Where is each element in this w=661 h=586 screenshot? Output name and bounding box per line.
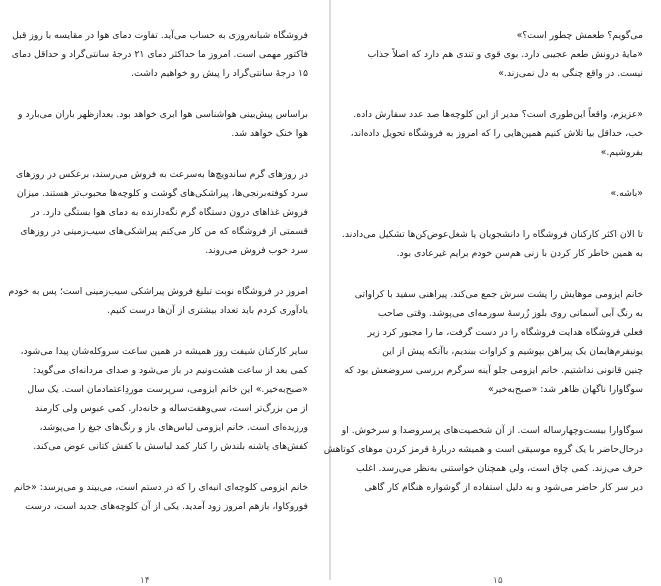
text-line: فروش غذاهای درون دستگاه گرم نگه‌دارنده به دمای هوا بستگی دارد. در [31,207,308,218]
text-line: ورزیده‌ای است. خانم ایزومی لباس‌های باز و رنگ‌های جیغ را می‌پوشد، [39,422,308,433]
paragraph [11,26,308,83]
right-page [323,0,661,586]
text-line: سایر کارکنان شیفت روز همیشه در همین ساعت سروکله‌شان پیدا می‌شود، [20,346,308,357]
text-line: سوگاوارا بیست‌وچهارساله است. از آن شخصیت‌های پرسروصدا و سرخوش. او [341,425,643,436]
paragraph [20,105,308,143]
page-number: ۱۵ [493,576,503,586]
text-line: نیست. در واقع چنگی به دل نمی‌زند.» [498,68,643,79]
text-line: امروز در فروشگاه نوبت تبلیغ فروش پیراشکی سیب‌زمینی است؛ پس به خودم [8,286,308,297]
text-line: دیر سر کار حاضر می‌شود و به دلیل استفاده از گوشواره هنگام کار گاهی [364,482,643,493]
paragraph [344,285,643,399]
text-line: خب، حداقل بیا تلاش کنیم همین‌هایی را که امروز به فروشگاه تحویل داده‌اند، [350,128,643,139]
paragraph [13,478,308,516]
paragraph [355,26,643,83]
text-line: خانم ایزومی موهایش را پشت سرش جمع می‌کند. پیراهنی سفید با کراواتی [354,289,643,300]
text-line: فعلی فروشگاه هدایت فروشگاه را در دست گرفت، ما را مجبور کرد زیر [367,327,643,338]
text-line: سرد خوب فروش می‌روند. [205,245,308,256]
paragraph [323,421,643,497]
text-line: به همین خاطر کار کردن با زنی هم‌سن خودم برایم غیرعادی بود. [396,248,643,259]
text-line: قسمتی از فروشگاه که من کار می‌کنم پیراشکی‌های سیب‌زمینی در روزهای [20,226,308,237]
text-line: می‌گویم؟ طعمش چطور است؟» [516,30,643,41]
text-line: فاکتور مهمی است. امروز ما حداکثر دمای ۲۱ درجهٔ سانتی‌گراد و حداقل دمای [11,49,308,60]
text-line: درحال‌حاضر با یک گروه موسیقی است و همیشه دربارهٔ قرمز کردن موهای کوتاهش [323,444,643,455]
text-line: ۱۵ درجهٔ سانتی‌گراد را پیش رو خواهیم داشت. [130,68,308,79]
text-line: چنین قانونی نداشتیم. خانم ایزومی جلو آینه سرگرم بررسی سروضعش بود که [344,365,643,376]
paragraph [15,165,308,260]
text-line: براساس پیش‌بینی هواشناسی هوا ابری خواهد بود. بعدازظهر باران می‌بارد و [18,109,308,120]
book-gutter [329,0,331,580]
text-line: «مایهٔ درونش طعم عجیبی دارد. بوی قوی و تندی هم دارد که اصلاً جذاب [367,49,643,60]
text-line: تا الان اکثر کارکنان فروشگاه را دانشجویان یا شغل‌عوض‌کن‌ها تشکیل می‌دادند. [341,229,643,240]
text-line: سوگاوارا ناگهان ظاهر شد: «صبح‌به‌خیر» [487,384,643,395]
paragraph [341,225,643,263]
left-page [0,0,328,586]
text-line: سرد کوفته‌برنجی‌ها، پیراشکی‌های گوشت و کلوچه‌ها محبوب‌تر هستند. میزان [16,188,308,199]
text-line: بفروشیم.» [600,147,643,158]
text-line: یادآوری کردم باید تعداد بیشتری از آن‌ها درست کنیم. [107,305,308,316]
text-line: «باشه.» [610,188,643,199]
text-line: فروشگاه شبانه‌روزی به حساب می‌آید. تفاوت دمای هوا در مقایسه با روز قبل [12,30,308,41]
paragraph [8,282,308,320]
text-line: «صبح‌به‌خیر.» این خانم ایزومی، سرپرست موردِاعتمادمان است. یک سال [27,384,308,395]
paragraph [20,342,308,456]
text-line: کفش‌های پاشنه بلندش را کنار کمد لباسش با کفش کتانی عوض می‌کند. [33,441,308,452]
text-line: یونیفرم‌هایمان یک پیراهن بپوشیم و کراوات ببندیم، باآنکه پیش از این [382,346,643,357]
paragraph [355,184,643,203]
text-line: هوا خنک خواهد شد. [231,128,308,139]
text-line: فوروکاوا، بازهم امروز زود آمدید. یکی از آن کلوچه‌های جدید است، درست [25,501,308,512]
text-line: از من بزرگ‌تر است، سی‌وهفت‌ساله و خانه‌دار. کمی عبوس ولی کارمند [35,403,308,414]
paragraph [350,105,643,162]
page-number: ۱۴ [140,576,150,586]
text-line: به رنگ آبی آسمانی روی بلوز زُرسهٔ سورمه‌ای می‌پوشد. وقتی صاحب [377,308,643,319]
text-line: حرف می‌زند. کمی چاق است، ولی همچنان خواستنی به‌نظر می‌رسد. اغلب [355,463,643,474]
text-line: در روزهای گرم ساندویچ‌ها به‌سرعت به فروش می‌رسند، برعکس در روزهای [15,169,308,180]
text-line: خانم ایزومی کلوچه‌ای انبه‌ای را که در دستم است، می‌بیند و می‌پرسد: «خانم [13,482,308,493]
text-line: «عزیزم، واقعاً این‌طوری است؟ مدیر از این کلوچه‌ها صد عدد سفارش داده. [353,109,643,120]
text-line: کمی بعد از ساعت هشت‌ونیم در باز می‌شود و صدای مردانه‌ای می‌گوید: [33,365,308,376]
